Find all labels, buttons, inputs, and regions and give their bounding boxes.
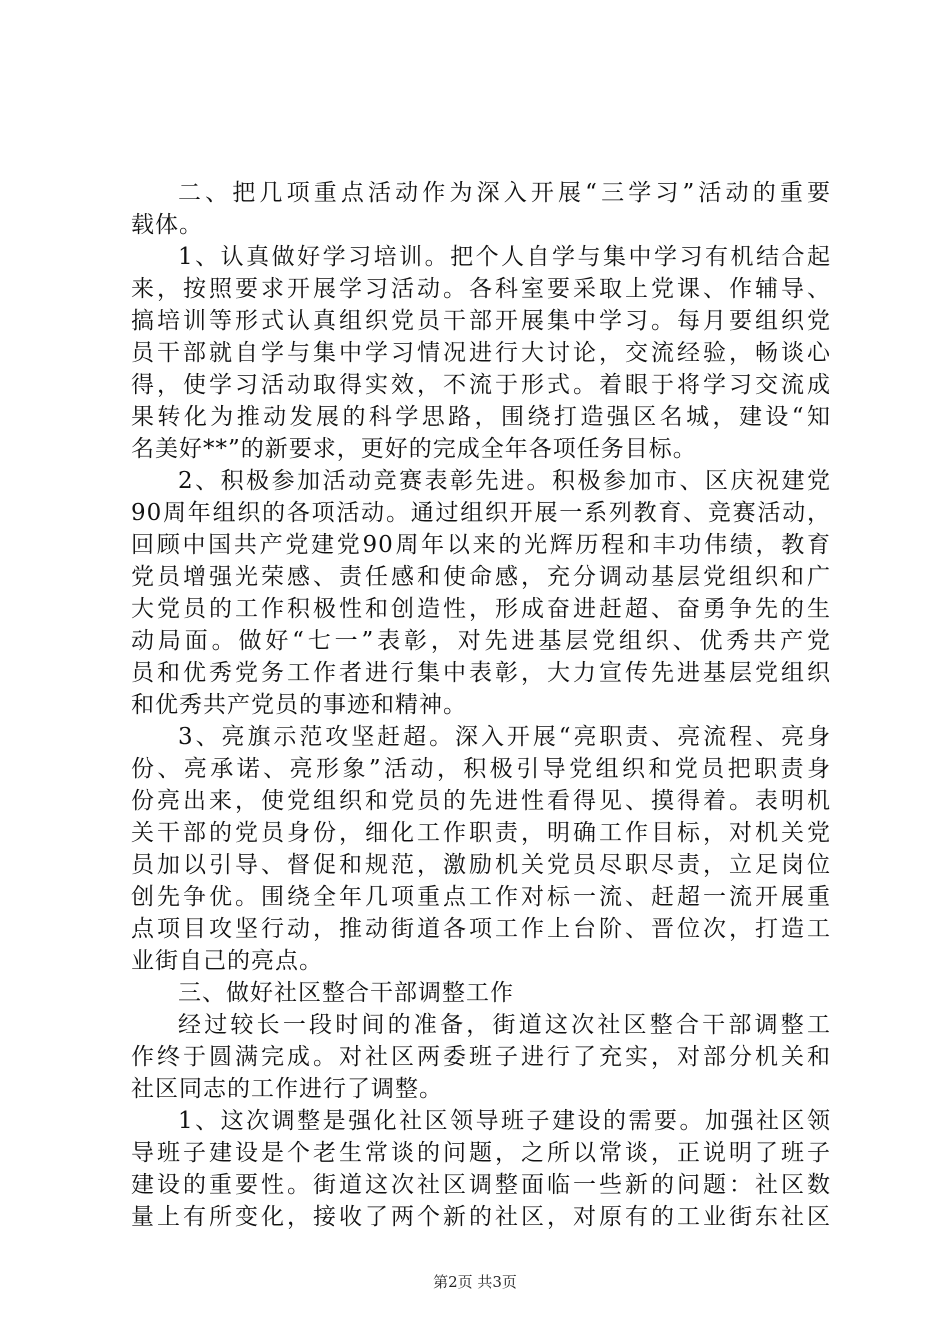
text-line: 经过较长一段时间的准备，街道这次社区整合干部调整工 xyxy=(178,1012,831,1038)
text-line: 点项目攻坚行动，推动街道各项工作上台阶、晋位次，打造工 xyxy=(131,916,831,942)
text-line: 关干部的党员身份，细化工作职责，明确工作目标，对机关党 xyxy=(131,820,831,846)
text-line: 量上有所变化，接收了两个新的社区，对原有的工业街东社区 xyxy=(131,1204,831,1230)
text-line: 业街自己的亮点。 xyxy=(131,948,323,974)
text-line: 回顾中国共产党建党90周年以来的光辉历程和丰功伟绩，教育 xyxy=(131,532,831,558)
text-line: 3、亮旗示范攻坚赶超。深入开展“亮职责、亮流程、亮身 xyxy=(178,724,831,750)
text-line: 大党员的工作积极性和创造性，形成奋进赶超、奋勇争先的生 xyxy=(131,596,831,622)
text-line: 份亮出来，使党组织和党员的先进性看得见、摸得着。表明机 xyxy=(131,788,831,814)
text-line: 搞培训等形式认真组织党员干部开展集中学习。每月要组织党 xyxy=(131,308,831,334)
text-line: 二、把几项重点活动作为深入开展“三学习”活动的重要 xyxy=(178,180,831,206)
text-line: 员和优秀党务工作者进行集中表彰，大力宣传先进基层党组织 xyxy=(131,660,831,686)
text-line: 得，使学习活动取得实效，不流于形式。着眼于将学习交流成 xyxy=(131,372,831,398)
section-heading: 三、做好社区整合干部调整工作 xyxy=(178,980,514,1006)
text-line: 导班子建设是个老生常谈的问题，之所以常谈，正说明了班子 xyxy=(131,1140,831,1166)
text-line: 动局面。做好“七一”表彰，对先进基层党组织、优秀共产党 xyxy=(131,628,831,654)
page-number-footer: 第2页 共3页 xyxy=(433,1273,517,1291)
text-line: 载体。 xyxy=(131,212,203,238)
text-line: 创先争优。围绕全年几项重点工作对标一流、赶超一流开展重 xyxy=(131,884,831,910)
text-line: 1、这次调整是强化社区领导班子建设的需要。加强社区领 xyxy=(178,1108,831,1134)
text-line: 员干部就自学与集中学习情况进行大讨论，交流经验，畅谈心 xyxy=(131,340,831,366)
text-line: 90周年组织的各项活动。通过组织开展一系列教育、竞赛活动， xyxy=(131,500,831,526)
text-line: 党员增强光荣感、责任感和使命感，充分调动基层党组织和广 xyxy=(131,564,831,590)
text-line: 建设的重要性。街道这次社区调整面临一些新的问题：社区数 xyxy=(131,1172,831,1198)
text-line: 来，按照要求开展学习活动。各科室要采取上党课、作辅导、 xyxy=(131,276,831,302)
text-line: 员加以引导、督促和规范，激励机关党员尽职尽责，立足岗位 xyxy=(131,852,831,878)
text-line: 1、认真做好学习培训。把个人自学与集中学习有机结合起 xyxy=(178,244,831,270)
text-line: 社区同志的工作进行了调整。 xyxy=(131,1076,443,1102)
text-line: 份、亮承诺、亮形象”活动，积极引导党组织和党员把职责身 xyxy=(131,756,831,782)
text-line: 作终于圆满完成。对社区两委班子进行了充实，对部分机关和 xyxy=(131,1044,831,1070)
text-line: 名美好**”的新要求，更好的完成全年各项任务目标。 xyxy=(131,436,697,462)
text-line: 果转化为推动发展的科学思路，围绕打造强区名城，建设“知 xyxy=(131,404,831,430)
text-line: 2、积极参加活动竞赛表彰先进。积极参加市、区庆祝建党 xyxy=(178,468,831,494)
text-line: 和优秀共产党员的事迹和精神。 xyxy=(131,692,467,718)
